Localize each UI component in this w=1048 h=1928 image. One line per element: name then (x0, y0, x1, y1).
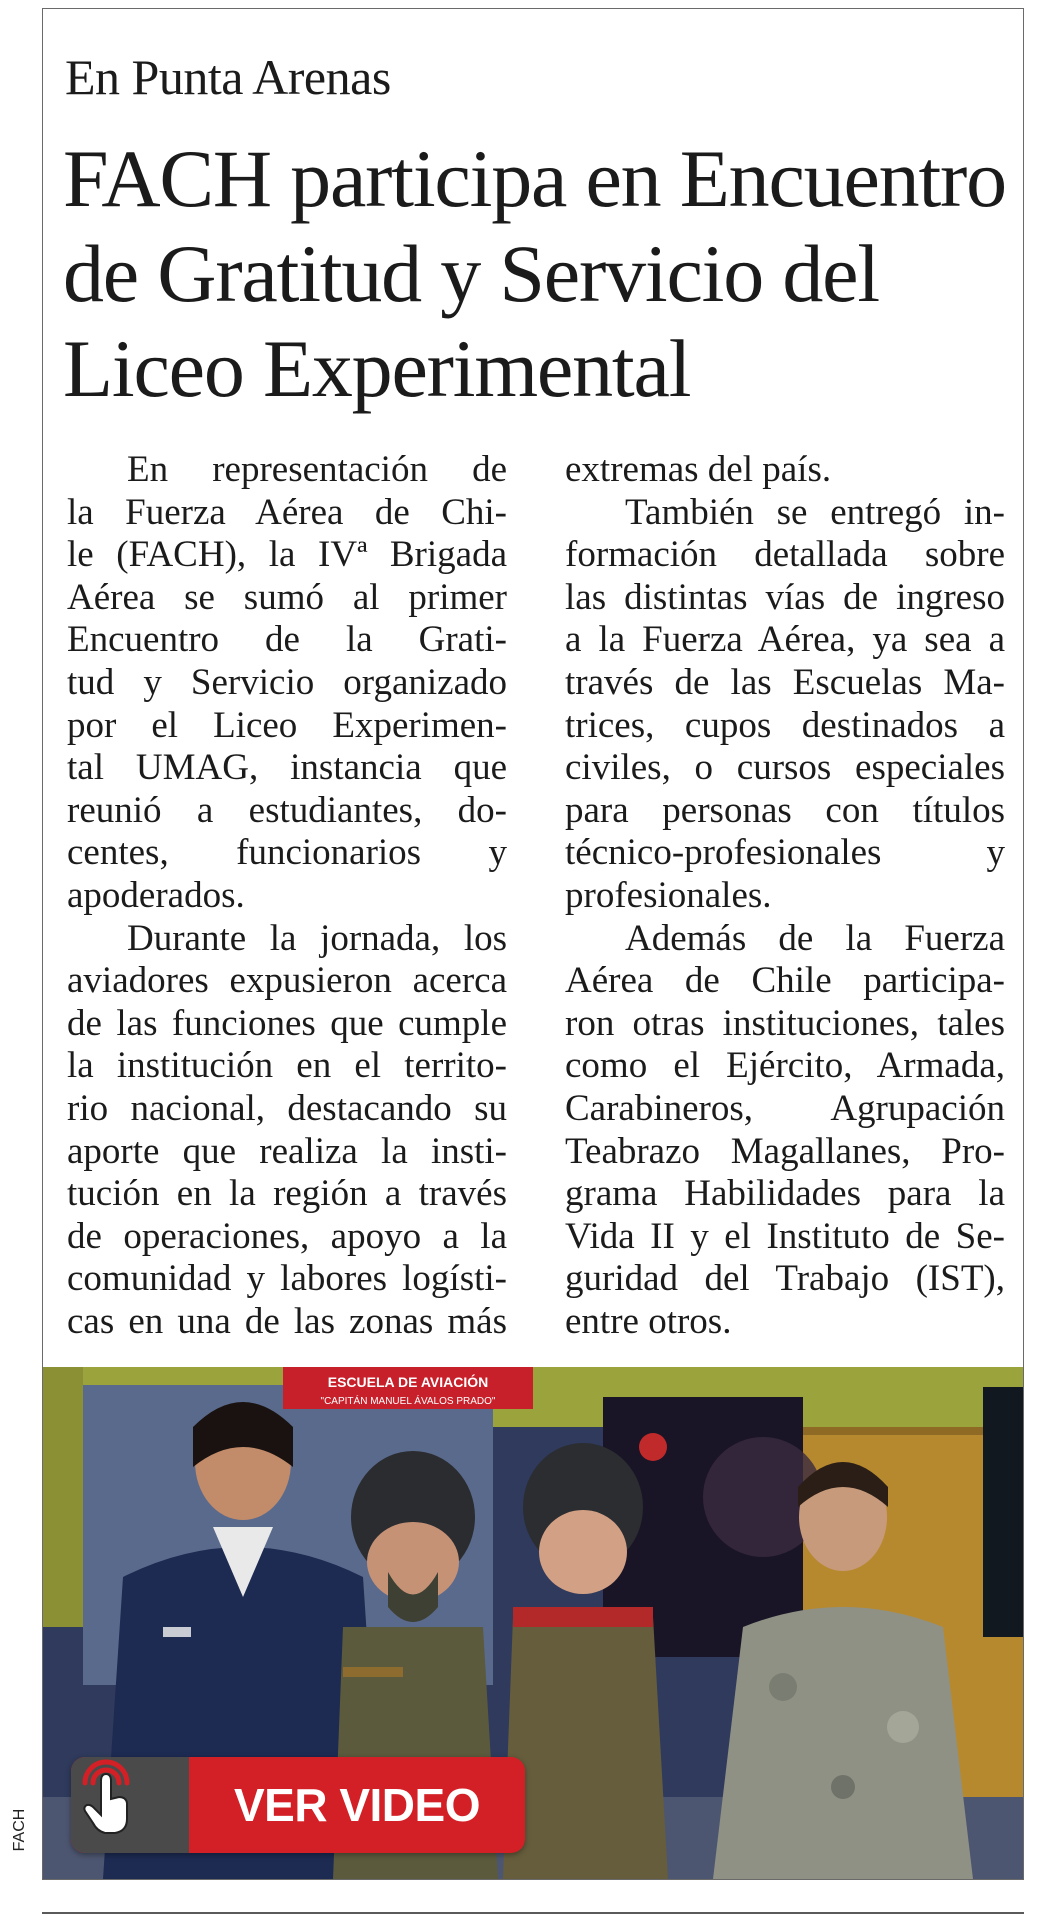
body-line: aporte que realiza la insti- (67, 1130, 507, 1172)
tap-hand-icon (71, 1757, 189, 1853)
body-line: le (FACH), la IVª Brigada (67, 534, 507, 576)
body-line: por el Liceo Experimen- (67, 704, 507, 746)
body-line: para personas con títulos (565, 789, 1005, 831)
body-line: reunió a estudiantes, do- (67, 789, 507, 831)
body-line: técnico-profesionales y (565, 832, 1005, 874)
photo-credit (4, 1790, 34, 1870)
body-line: civiles, o cursos especiales (565, 747, 1005, 789)
headline-line: FACH participa en Encuentro (63, 133, 1006, 224)
body-line: centes, funcionarios y (67, 832, 507, 874)
body-line: Aérea de Chile participa- (565, 960, 1005, 1002)
body-line: Teabrazo Magallanes, Pro- (565, 1130, 1005, 1172)
body-line: Durante la jornada, los (127, 917, 507, 959)
headline-line: Liceo Experimental (63, 323, 691, 414)
body-line: las distintas vías de ingreso (565, 576, 1005, 618)
body-line: extremas del país. (565, 449, 832, 490)
article-headline (63, 131, 1013, 416)
video-button-label: VER VIDEO (233, 1779, 480, 1831)
article-body-left-column (67, 449, 507, 1343)
article-kicker: En Punta Arenas (65, 49, 391, 105)
article-photo (43, 1367, 1024, 1879)
body-line: grama Habilidades para la (565, 1173, 1005, 1215)
body-line: trices, cupos destinados a (565, 704, 1005, 746)
body-line: la institución en el territo- (67, 1045, 507, 1087)
body-line: comunidad y labores logísti- (67, 1258, 507, 1300)
body-line: tución en la región a través (67, 1173, 507, 1215)
body-line: de operaciones, apoyo a la (67, 1215, 507, 1257)
body-line: Además de la Fuerza (625, 917, 1005, 959)
article-body-right-column (565, 449, 1005, 1343)
body-line: Carabineros, Agrupación (565, 1087, 1005, 1129)
headline-line: de Gratitud y Servicio del (63, 228, 879, 319)
body-line: tud y Servicio organizado (67, 661, 507, 703)
body-line: apoderados. (67, 874, 245, 916)
body-line: rio nacional, destacando su (67, 1087, 507, 1129)
body-line: cas en una de las zonas más (67, 1300, 507, 1342)
bottom-divider (42, 1912, 1024, 1914)
banner-subtitle: "CAPITÁN MANUEL ÁVALOS PRADO" (320, 1396, 496, 1407)
body-line: ron otras instituciones, tales (565, 1002, 1005, 1044)
body-line: como el Ejército, Armada, (565, 1045, 1005, 1087)
article-frame (42, 8, 1024, 1880)
body-line: guridad del Trabajo (IST), (565, 1258, 1005, 1300)
banner-title: ESCUELA DE AVIACIÓN (327, 1374, 489, 1390)
photo-credit-text: FACH (11, 1808, 28, 1852)
watch-video-button[interactable] (71, 1757, 525, 1853)
body-line: entre otros. (565, 1300, 732, 1342)
body-line: a la Fuerza Aérea, ya sea a (565, 619, 1005, 661)
body-line: de las funciones que cumple (67, 1002, 507, 1044)
body-line: Encuentro de la Grati- (67, 619, 507, 661)
body-line: En representación de (127, 449, 507, 490)
body-line: profesionales. (565, 874, 772, 916)
body-line: Aérea se sumó al primer (67, 576, 507, 618)
body-line: formación detallada sobre (565, 534, 1005, 576)
body-line: través de las Escuelas Ma- (565, 661, 1005, 703)
body-line: También se entregó in- (625, 491, 1005, 533)
body-line: Vida II y el Instituto de Se- (565, 1215, 1005, 1257)
body-line: aviadores expusieron acerca (67, 960, 507, 1002)
body-line: tal UMAG, instancia que (67, 747, 507, 789)
body-line: la Fuerza Aérea de Chi- (67, 491, 507, 533)
